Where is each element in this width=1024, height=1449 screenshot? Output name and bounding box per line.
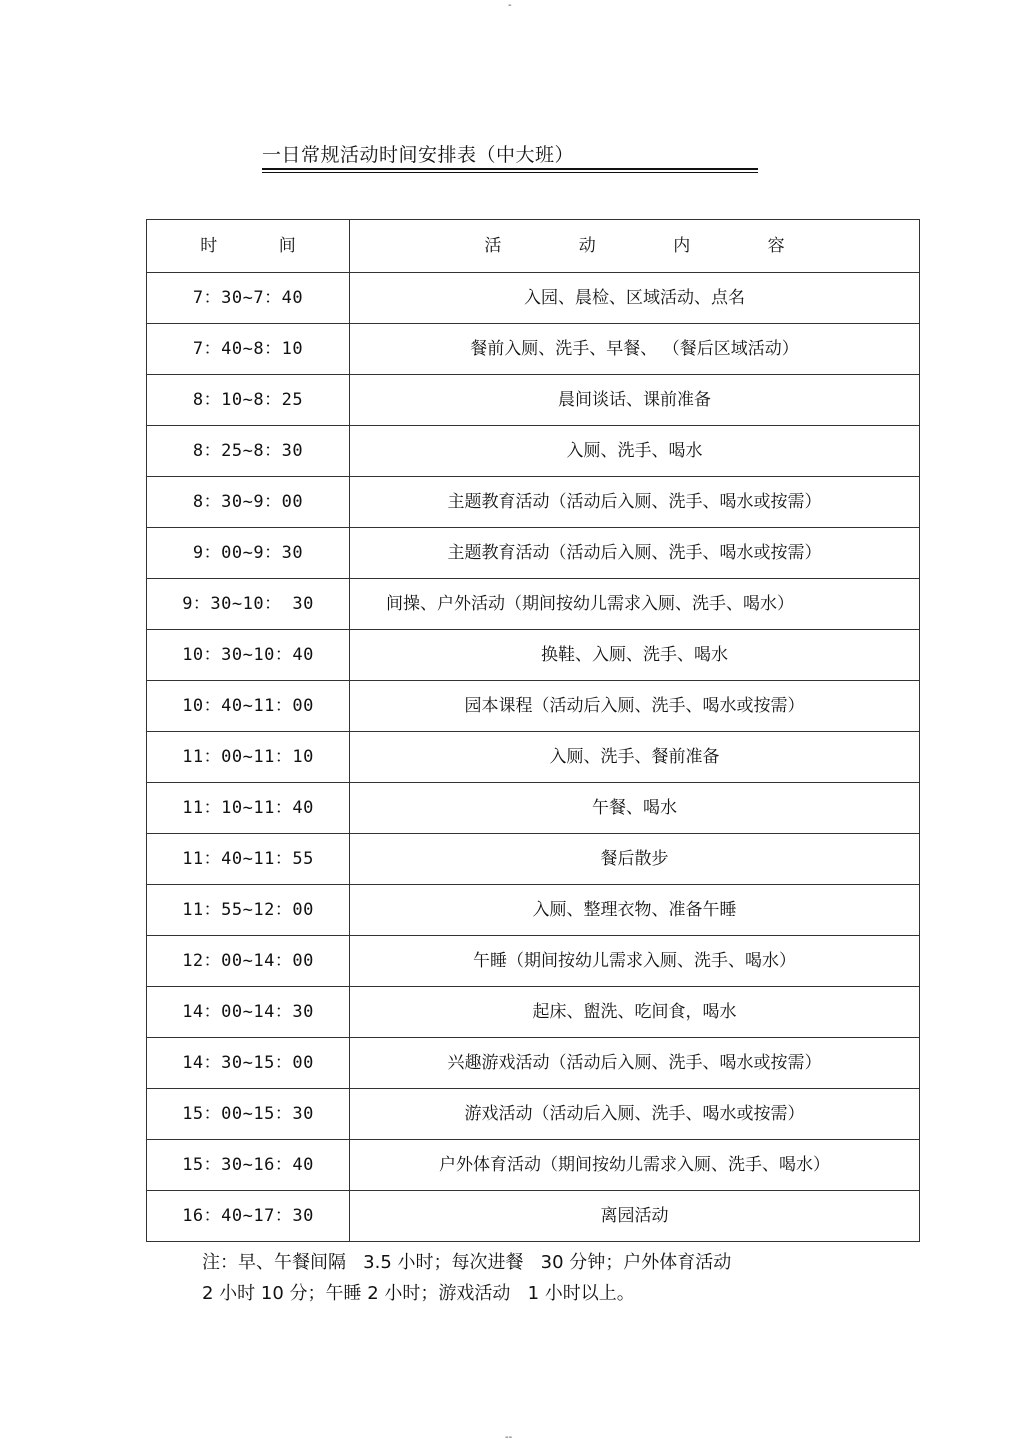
table-row — [147, 885, 920, 936]
row-activity: 入厕、洗手、餐前准备 — [350, 732, 920, 783]
table-row — [147, 732, 920, 783]
schedule-table — [146, 219, 920, 1242]
row-time: 12：00~14：00 — [147, 936, 350, 987]
row-activity: 离园活动 — [350, 1191, 920, 1242]
page-title: 一日常规活动时间安排表（中大班） — [262, 144, 575, 166]
row-time: 15：00~15：30 — [147, 1089, 350, 1140]
row-time: 14：30~15：00 — [147, 1038, 350, 1089]
row-activity: 餐后散步 — [350, 834, 920, 885]
row-time: 10：30~10：40 — [147, 630, 350, 681]
row-activity: 主题教育活动（活动后入厕、洗手、喝水或按需） — [350, 477, 920, 528]
table-row — [147, 936, 920, 987]
table-row — [147, 1089, 920, 1140]
table-row — [147, 834, 920, 885]
row-time: 15：30~16：40 — [147, 1140, 350, 1191]
table-row — [147, 477, 920, 528]
row-activity: 游戏活动（活动后入厕、洗手、喝水或按需） — [350, 1089, 920, 1140]
page-bottom-mark: -- — [505, 1432, 513, 1443]
table-row — [147, 783, 920, 834]
row-time: 11：10~11：40 — [147, 783, 350, 834]
row-time: 9：30~10： 30 — [147, 579, 350, 630]
row-activity: 园本课程（活动后入厕、洗手、喝水或按需） — [350, 681, 920, 732]
row-activity: 餐前入厕、洗手、早餐、 （餐后区域活动） — [350, 324, 920, 375]
row-activity: 晨间谈话、课前准备 — [350, 375, 920, 426]
table-row — [147, 987, 920, 1038]
table-row — [147, 630, 920, 681]
table-row — [147, 1140, 920, 1191]
title-underline — [262, 168, 758, 170]
page-top-mark: - — [508, 0, 512, 11]
table-row — [147, 681, 920, 732]
row-activity: 间操、户外活动（期间按幼儿需求入厕、洗手、喝水） — [350, 579, 920, 630]
table-row — [147, 1191, 920, 1242]
row-activity: 入厕、洗手、喝水 — [350, 426, 920, 477]
row-activity: 午餐、喝水 — [350, 783, 920, 834]
note-line-2: 2 小时 10 分；午睡 2 小时；游戏活动 1 小时以上。 — [202, 1283, 635, 1304]
row-time: 7：30~7：40 — [147, 273, 350, 324]
title-underline-thin — [262, 172, 758, 173]
table-row — [147, 426, 920, 477]
header-time: 时 间 — [147, 220, 350, 273]
row-time: 8：25~8：30 — [147, 426, 350, 477]
row-activity: 午睡（期间按幼儿需求入厕、洗手、喝水） — [350, 936, 920, 987]
row-time: 7：40~8：10 — [147, 324, 350, 375]
table-row — [147, 579, 920, 630]
row-activity: 入厕、整理衣物、准备午睡 — [350, 885, 920, 936]
table-row — [147, 528, 920, 579]
schedule-note — [202, 1247, 731, 1309]
row-activity: 起床、盥洗、吃间食，喝水 — [350, 987, 920, 1038]
row-time: 16：40~17：30 — [147, 1191, 350, 1242]
table-row — [147, 1038, 920, 1089]
header-activity: 活 动 内 容 — [350, 220, 920, 273]
row-time: 8：30~9：00 — [147, 477, 350, 528]
row-time: 11：55~12：00 — [147, 885, 350, 936]
row-time: 11：40~11：55 — [147, 834, 350, 885]
row-time: 11：00~11：10 — [147, 732, 350, 783]
row-activity: 入园、晨检、区域活动、点名 — [350, 273, 920, 324]
row-time: 10：40~11：00 — [147, 681, 350, 732]
row-activity: 兴趣游戏活动（活动后入厕、洗手、喝水或按需） — [350, 1038, 920, 1089]
table-row — [147, 375, 920, 426]
row-activity: 换鞋、入厕、洗手、喝水 — [350, 630, 920, 681]
note-line-1: 注：早、午餐间隔 3.5 小时；每次进餐 30 分钟；户外体育活动 — [202, 1252, 732, 1273]
row-activity: 户外体育活动（期间按幼儿需求入厕、洗手、喝水） — [350, 1140, 920, 1191]
row-activity: 主题教育活动（活动后入厕、洗手、喝水或按需） — [350, 528, 920, 579]
table-header-row — [147, 220, 920, 273]
table-row — [147, 324, 920, 375]
table-row — [147, 273, 920, 324]
row-time: 14：00~14：30 — [147, 987, 350, 1038]
row-time: 9：00~9：30 — [147, 528, 350, 579]
row-time: 8：10~8：25 — [147, 375, 350, 426]
